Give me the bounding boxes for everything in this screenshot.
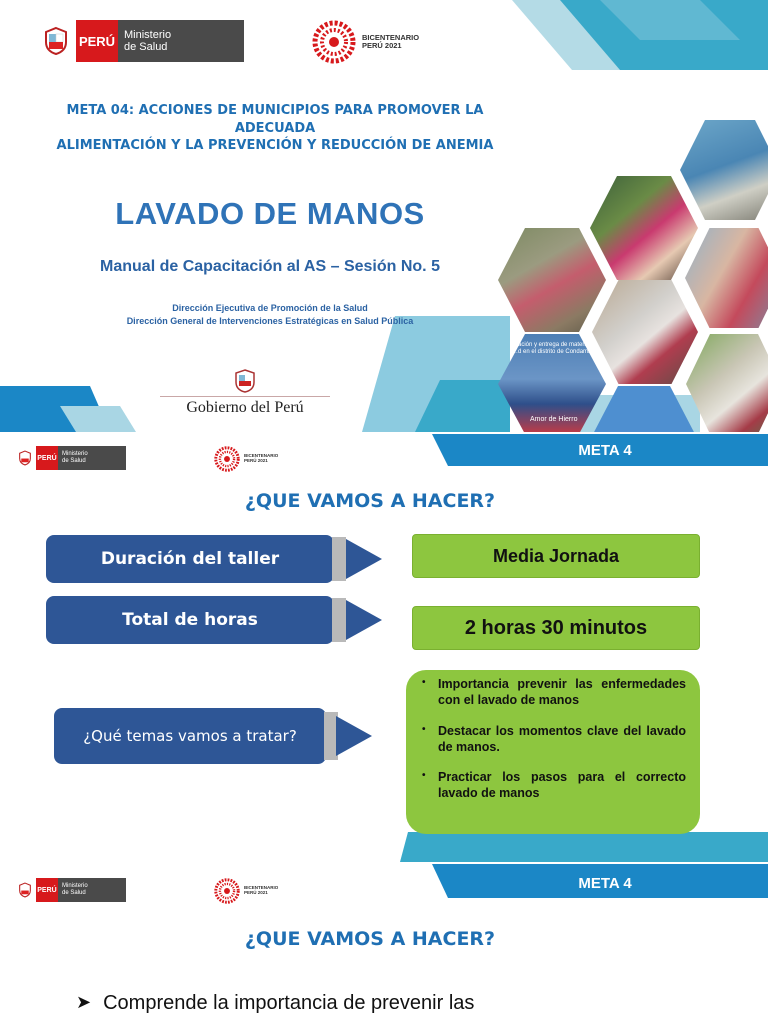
peru-shield-icon (36, 20, 76, 62)
gobierno-logo (160, 368, 330, 417)
photo-caption-line1: …ación y entrega de materia… (512, 342, 596, 348)
arrow-bullet-icon: ➤ (76, 992, 92, 1012)
ministry-logo (14, 446, 126, 470)
photo-caption-line2: …d en el distrito de Condamba… (512, 349, 601, 356)
ministry-line1: Ministerio (62, 883, 88, 890)
pill-tip (332, 537, 346, 581)
ministry-name (118, 20, 171, 62)
value-total-horas: 2 horas 30 minutos (412, 606, 700, 650)
bicentenario-emblem-icon (214, 446, 240, 472)
bicentenario-line1: BICENTENARIO (244, 885, 279, 891)
section-title: ¿QUE VAMOS A HACER? (244, 490, 496, 512)
ministry-name (58, 878, 88, 902)
bicentenario-emblem-icon (312, 20, 356, 64)
ministry-line2: de Salud (62, 890, 86, 896)
photo-caption (512, 342, 602, 356)
direction-line1: Dirección Ejecutiva de Promoción de la Salud (172, 303, 368, 313)
topic-item: • Importancia prevenir las enfermedades con el lavado de manos (420, 676, 686, 709)
ministry-logo (36, 20, 244, 62)
slide-cover (0, 0, 768, 432)
label-total-horas: Total de horas (46, 596, 334, 644)
peru-label: PERÚ (76, 20, 118, 62)
arrow-right-icon (346, 539, 382, 579)
bicentenario-line2: PERÚ 2021 (362, 41, 402, 50)
bicentenario-logo (312, 20, 419, 64)
topics-list (406, 670, 700, 834)
ministry-line1: Ministerio (124, 28, 172, 41)
meta-title-line1: META 04: ACCIONES DE MUNICIPIOS PARA PROMOVER LA ADECUADA (66, 103, 484, 136)
meta-label: META 4 (578, 441, 632, 459)
pill-tip (332, 598, 346, 642)
ministry-name (58, 446, 88, 470)
meta-title-line2: ALIMENTACIÓN Y LA PREVENCIÓN Y REDUCCIÓN DE ANEMIA (56, 138, 494, 154)
bullet-item (76, 992, 474, 1015)
meta-label: META 4 (578, 874, 632, 892)
ministry-line2: de Salud (124, 41, 168, 53)
arrow-right-icon (336, 716, 372, 756)
peru-shield-icon (14, 446, 36, 470)
topic-item: • Destacar los momentos clave del lavado de manos. (420, 723, 686, 756)
divider (160, 396, 330, 397)
ministry-line1: Ministerio (62, 451, 88, 458)
arrow-right-icon (346, 600, 382, 640)
section-title: ¿QUE VAMOS A HACER? (244, 928, 496, 950)
bicentenario-line1: BICENTENARIO (244, 453, 279, 459)
slide-que-vamos-a-hacer (0, 434, 768, 862)
bicentenario-line2: PERÚ 2021 (244, 890, 268, 895)
value-duracion: Media Jornada (412, 534, 700, 578)
peru-label: PERÚ (36, 446, 58, 470)
bicentenario-line1: BICENTENARIO (362, 32, 420, 42)
topic-item: • Practicar los pasos para el correcto lavado de manos (420, 769, 686, 802)
photo-caption-amor: Amor de Hierro (530, 416, 578, 423)
ministry-logo (14, 878, 126, 902)
page-title: LAVADO DE MANOS (115, 196, 425, 231)
directions (60, 302, 480, 328)
direction-line2: Dirección General de Intervenciones Estratégicas en Salud Pública (126, 316, 414, 327)
peru-shield-icon (14, 878, 36, 902)
bullet-text: Comprende la importancia de prevenir las (103, 992, 475, 1014)
bicentenario-logo (214, 878, 278, 904)
ministry-line2: de Salud (62, 458, 86, 464)
bicentenario-logo (214, 446, 278, 472)
gobierno-text: Gobierno del Perú (186, 399, 304, 416)
peru-coat-of-arms-icon (232, 368, 258, 394)
label-temas: ¿Qué temas vamos a tratar? (54, 708, 326, 764)
subtitle: Manual de Capacitación al AS – Sesión No. 5 (100, 258, 440, 275)
peru-label: PERÚ (36, 878, 58, 902)
bicentenario-emblem-icon (214, 878, 240, 904)
bicentenario-line2: PERÚ 2021 (244, 458, 268, 463)
slide-que-vamos-a-hacer-2 (0, 864, 768, 1024)
meta-title (30, 102, 520, 155)
label-duracion: Duración del taller (46, 535, 334, 583)
